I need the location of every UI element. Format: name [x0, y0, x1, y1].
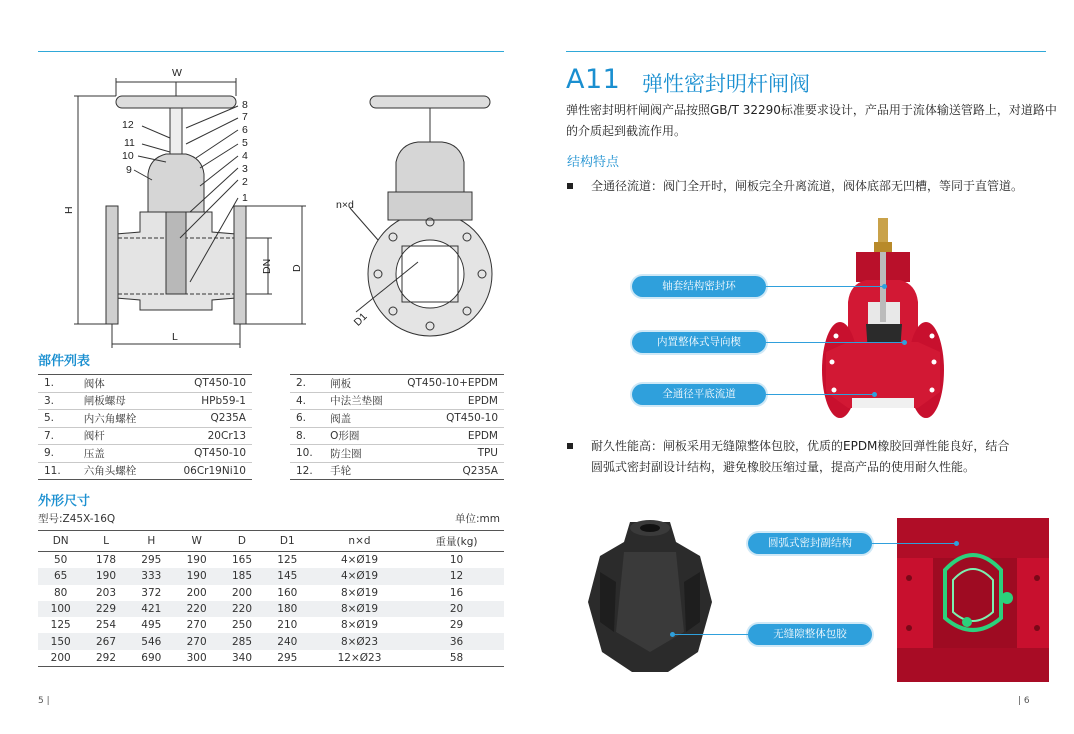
parts-row — [290, 410, 504, 428]
dims-cell: 270 — [174, 633, 219, 649]
features-title: 结构特点 — [567, 155, 620, 170]
dimensions-title: 外形尺寸 — [38, 494, 91, 509]
dims-cell: 36 — [409, 633, 504, 649]
parts-list-title: 部件列表 — [38, 354, 91, 369]
dims-cell: 200 — [231, 586, 252, 599]
dims-cell: 333 — [129, 568, 174, 584]
part-number: 9. — [38, 445, 82, 463]
unit-label: 单位:mm — [455, 513, 500, 525]
dims-cell: 4×Ø19 — [340, 554, 379, 567]
parts-row — [290, 427, 504, 445]
dims-cell: 20 — [409, 601, 504, 617]
dims-column-header: DN — [38, 531, 83, 552]
dims-cell: 29 — [449, 619, 464, 632]
dims-cell: 150 — [38, 633, 83, 649]
parts-row — [38, 392, 252, 410]
part-number: 11. — [38, 462, 82, 480]
dims-cell: 240 — [265, 633, 310, 649]
dims-cell: 178 — [95, 554, 117, 567]
parts-row — [38, 410, 252, 428]
dims-cell: 16 — [449, 586, 464, 599]
feature-durability-line2: 圆弧式密封副设计结构，避免橡胶压缩过量，提高产品的使用耐久性能。 — [591, 460, 976, 474]
dims-cell: 100 — [38, 601, 83, 617]
callout-integral-guide-wedge: 内置整体式导向楔 — [632, 332, 766, 353]
callout-leader — [766, 342, 904, 343]
bullet-icon — [567, 183, 573, 189]
part-name: 阀杆 — [82, 427, 167, 445]
bullet-icon — [567, 443, 573, 449]
dims-cell: 190 — [174, 568, 219, 584]
part-material: QT450-10 — [405, 410, 504, 428]
callout-dot — [670, 632, 675, 637]
callout-leader — [766, 394, 874, 395]
dims-cell: 145 — [265, 568, 310, 584]
callout-arc-seal-structure: 圆弧式密封副结构 — [748, 533, 872, 554]
dim-label-d: D — [291, 264, 303, 272]
callout-1: 1 — [242, 192, 248, 204]
part-material: QT450-10+EPDM — [405, 375, 504, 393]
part-material: Q235A — [405, 462, 504, 480]
callout-dot — [954, 541, 959, 546]
callout-leader — [672, 634, 748, 635]
parts-row — [38, 375, 252, 393]
part-name: 阀体 — [82, 375, 167, 393]
valve-technical-drawing — [40, 62, 510, 352]
dims-cell: 220 — [219, 601, 264, 617]
dim-label-l: L — [172, 331, 178, 343]
callout-8: 8 — [242, 99, 248, 111]
dims-column-header: D — [219, 531, 264, 552]
dims-cell: 372 — [141, 586, 162, 599]
dims-cell: 190 — [83, 568, 128, 584]
dims-row — [38, 633, 504, 649]
parts-table-right — [290, 374, 504, 480]
part-number: 6. — [290, 410, 328, 428]
parts-row — [38, 445, 252, 463]
parts-row — [290, 392, 504, 410]
dims-row — [38, 601, 504, 617]
dims-row — [38, 585, 504, 601]
dims-cell: 125 — [50, 619, 71, 632]
page-number-left: 5 | — [38, 696, 50, 706]
right-top-rule — [566, 51, 1046, 52]
dims-cell: 267 — [83, 633, 128, 649]
rubber-wedge-image — [580, 512, 720, 676]
dims-cell: 8×Ø19 — [340, 619, 379, 632]
part-material: TPU — [405, 445, 504, 463]
dim-label-h: H — [63, 206, 75, 214]
dims-cell: 295 — [141, 554, 162, 567]
dims-cell: 300 — [174, 650, 219, 667]
part-name: 手轮 — [328, 462, 405, 480]
dims-cell: 690 — [129, 650, 174, 667]
dims-cell: 65 — [38, 568, 83, 584]
callout-dot — [902, 340, 907, 345]
callout-leader — [766, 286, 884, 287]
dims-cell: 8×Ø19 — [340, 586, 379, 599]
dims-column-header: n×d — [310, 531, 409, 552]
callout-4: 4 — [242, 150, 248, 162]
page-number-right: | 6 — [1018, 696, 1030, 706]
dims-cell: 50 — [53, 554, 68, 567]
dim-label-dn: DN — [261, 258, 273, 274]
dims-row — [38, 568, 504, 584]
part-number: 7. — [38, 427, 82, 445]
dims-cell: 203 — [95, 586, 117, 599]
valve-cutaway-image — [818, 212, 948, 422]
parts-row — [290, 445, 504, 463]
parts-row — [290, 462, 504, 480]
dims-cell: 8×Ø23 — [310, 633, 409, 649]
part-material: EPDM — [405, 427, 504, 445]
dims-cell: 421 — [129, 601, 174, 617]
dims-cell: 12 — [409, 568, 504, 584]
part-material: Q235A — [167, 410, 252, 428]
dims-column-header: L — [83, 531, 128, 552]
dims-cell: 125 — [277, 554, 298, 567]
dims-row — [38, 650, 504, 667]
dims-cell: 165 — [231, 554, 252, 567]
part-material: QT450-10 — [167, 445, 252, 463]
callout-3: 3 — [242, 163, 248, 175]
dims-column-header: D1 — [265, 531, 310, 552]
dims-cell: 229 — [83, 601, 128, 617]
parts-table-left — [38, 374, 252, 480]
feature-full-bore — [567, 176, 1067, 198]
product-code: A11 — [566, 64, 621, 95]
dims-column-header: 重量(kg) — [409, 531, 504, 552]
part-name: 闸板螺母 — [82, 392, 167, 410]
parts-row — [38, 427, 252, 445]
dims-cell: 4×Ø19 — [310, 568, 409, 584]
dim-label-w: W — [172, 67, 182, 79]
feature-full-bore-text: 全通径流道：阀门全开时，闸板完全升离流道，阀体底部无凹槽，等同于直管道。 — [591, 179, 1024, 193]
part-material: 06Cr19Ni10 — [167, 462, 252, 480]
part-material: EPDM — [405, 392, 504, 410]
dimensions-table — [38, 530, 504, 667]
feature-durability-line1: 耐久性能高：闸板采用无缝隙整体包胶，优质的EPDM橡胶回弹性能良好，结合 — [591, 439, 1010, 453]
callout-11: 11 — [124, 137, 135, 149]
part-number: 4. — [290, 392, 328, 410]
callout-dot — [872, 392, 877, 397]
part-material: HPb59-1 — [167, 392, 252, 410]
dims-cell: 220 — [174, 601, 219, 617]
callout-2: 2 — [242, 176, 248, 188]
product-title: 弹性密封明杆闸阀 — [642, 72, 810, 96]
dims-column-header: W — [174, 531, 219, 552]
callout-9: 9 — [126, 164, 132, 176]
callout-5: 5 — [242, 137, 248, 149]
part-number: 3. — [38, 392, 82, 410]
part-name: 内六角螺栓 — [82, 410, 167, 428]
callout-dot — [882, 284, 887, 289]
product-intro: 弹性密封明杆闸阀产品按照GB/T 32290标准要求设计，产品用于流体输送管路上，对道路中的介质起到截流作用。 — [566, 103, 1057, 138]
feature-durability — [567, 436, 1067, 480]
dims-cell: 250 — [231, 619, 252, 632]
dims-column-header: H — [129, 531, 174, 552]
part-name: 压盖 — [82, 445, 167, 463]
dims-cell: 8×Ø19 — [310, 601, 409, 617]
dims-row — [38, 617, 504, 633]
parts-row — [38, 462, 252, 480]
dim-label-d1: D1 — [351, 310, 370, 329]
parts-row — [290, 375, 504, 393]
dims-cell: 10 — [449, 554, 464, 567]
part-material: 20Cr13 — [167, 427, 252, 445]
part-number: 8. — [290, 427, 328, 445]
part-name: 中法兰垫圈 — [328, 392, 405, 410]
model-label: 型号:Z45X-16Q — [38, 513, 116, 525]
dims-cell: 495 — [141, 619, 162, 632]
dims-cell: 210 — [277, 619, 298, 632]
callout-seamless-rubber-coating: 无缝隙整体包胶 — [748, 624, 872, 645]
dims-cell: 160 — [277, 586, 298, 599]
dims-cell: 185 — [219, 568, 264, 584]
part-name: 闸板 — [328, 375, 405, 393]
part-material: QT450-10 — [167, 375, 252, 393]
part-number: 12. — [290, 462, 328, 480]
dims-cell: 12×Ø23 — [310, 650, 409, 667]
dims-cell: 80 — [53, 586, 68, 599]
dims-cell: 200 — [186, 586, 207, 599]
part-name: 六角头螺栓 — [82, 462, 167, 480]
dims-cell: 295 — [265, 650, 310, 667]
dims-cell: 292 — [83, 650, 128, 667]
part-number: 1. — [38, 375, 82, 393]
dims-cell: 254 — [95, 619, 117, 632]
part-number: 10. — [290, 445, 328, 463]
dims-cell: 270 — [186, 619, 207, 632]
dims-cell: 340 — [219, 650, 264, 667]
dims-cell: 58 — [409, 650, 504, 667]
callout-full-bore-flat-bottom: 全通径平底流道 — [632, 384, 766, 405]
part-name: 防尘圈 — [328, 445, 405, 463]
dims-cell: 180 — [265, 601, 310, 617]
dims-cell: 546 — [129, 633, 174, 649]
part-name: O形圈 — [328, 427, 405, 445]
part-name: 阀盖 — [328, 410, 405, 428]
dims-cell: 190 — [186, 554, 207, 567]
callout-leader — [872, 543, 956, 544]
dim-label-nxd: n×d — [336, 199, 354, 211]
dims-cell: 285 — [219, 633, 264, 649]
callout-6: 6 — [242, 124, 248, 136]
dims-cell: 200 — [38, 650, 83, 667]
part-number: 5. — [38, 410, 82, 428]
left-top-rule — [38, 51, 504, 52]
callout-10: 10 — [122, 150, 134, 162]
part-number: 2. — [290, 375, 328, 393]
callout-shaft-seal-ring: 轴套结构密封环 — [632, 276, 766, 297]
dims-row — [38, 552, 504, 569]
callout-7: 7 — [242, 111, 248, 123]
callout-12: 12 — [122, 119, 134, 131]
